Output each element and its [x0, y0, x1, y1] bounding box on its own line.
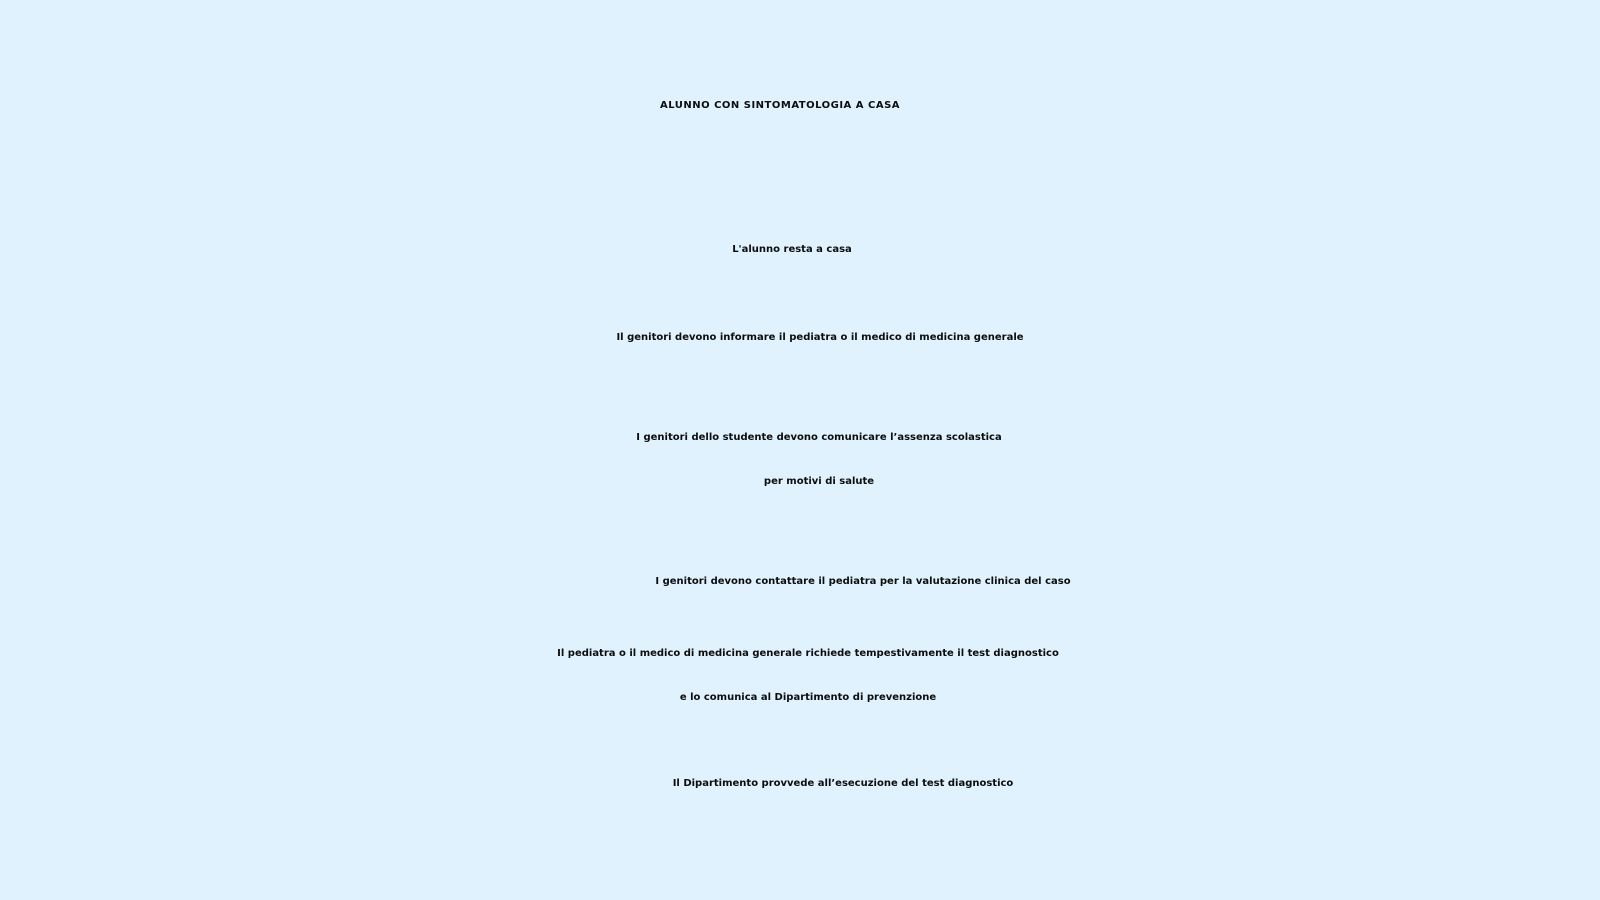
step-5-line-1: Il pediatra o il medico di medicina generale richiede tempestivamente il test diagnostico — [557, 648, 1059, 659]
step-1 — [0, 228, 1584, 272]
step-5 — [0, 632, 1600, 720]
step-6-line-1: Il Dipartimento provvede all’esecuzione del test diagnostico — [672, 778, 1014, 789]
step-4-line-1: I genitori devono contattare il pediatra per la valutazione clinica del caso — [655, 576, 1071, 587]
step-3-line-1: I genitori dello studente devono comunicare l’assenza scolastica — [636, 432, 1002, 443]
step-5-line-2: e lo comunica al Dipartimento di prevenzione — [679, 692, 937, 703]
step-3-line-2: per motivi di salute — [763, 476, 875, 487]
slide-title: ALUNNO CON SINTOMATOLOGIA A CASA — [659, 100, 901, 111]
step-2-line-1: Il genitori devono informare il pediatra o il medico di medicina generale — [616, 332, 1024, 343]
step-1-line-1: L'alunno resta a casa — [732, 244, 852, 255]
step-2 — [0, 316, 1600, 360]
step-4 — [0, 560, 1600, 604]
step-6 — [0, 762, 1600, 806]
step-3 — [0, 416, 1600, 504]
